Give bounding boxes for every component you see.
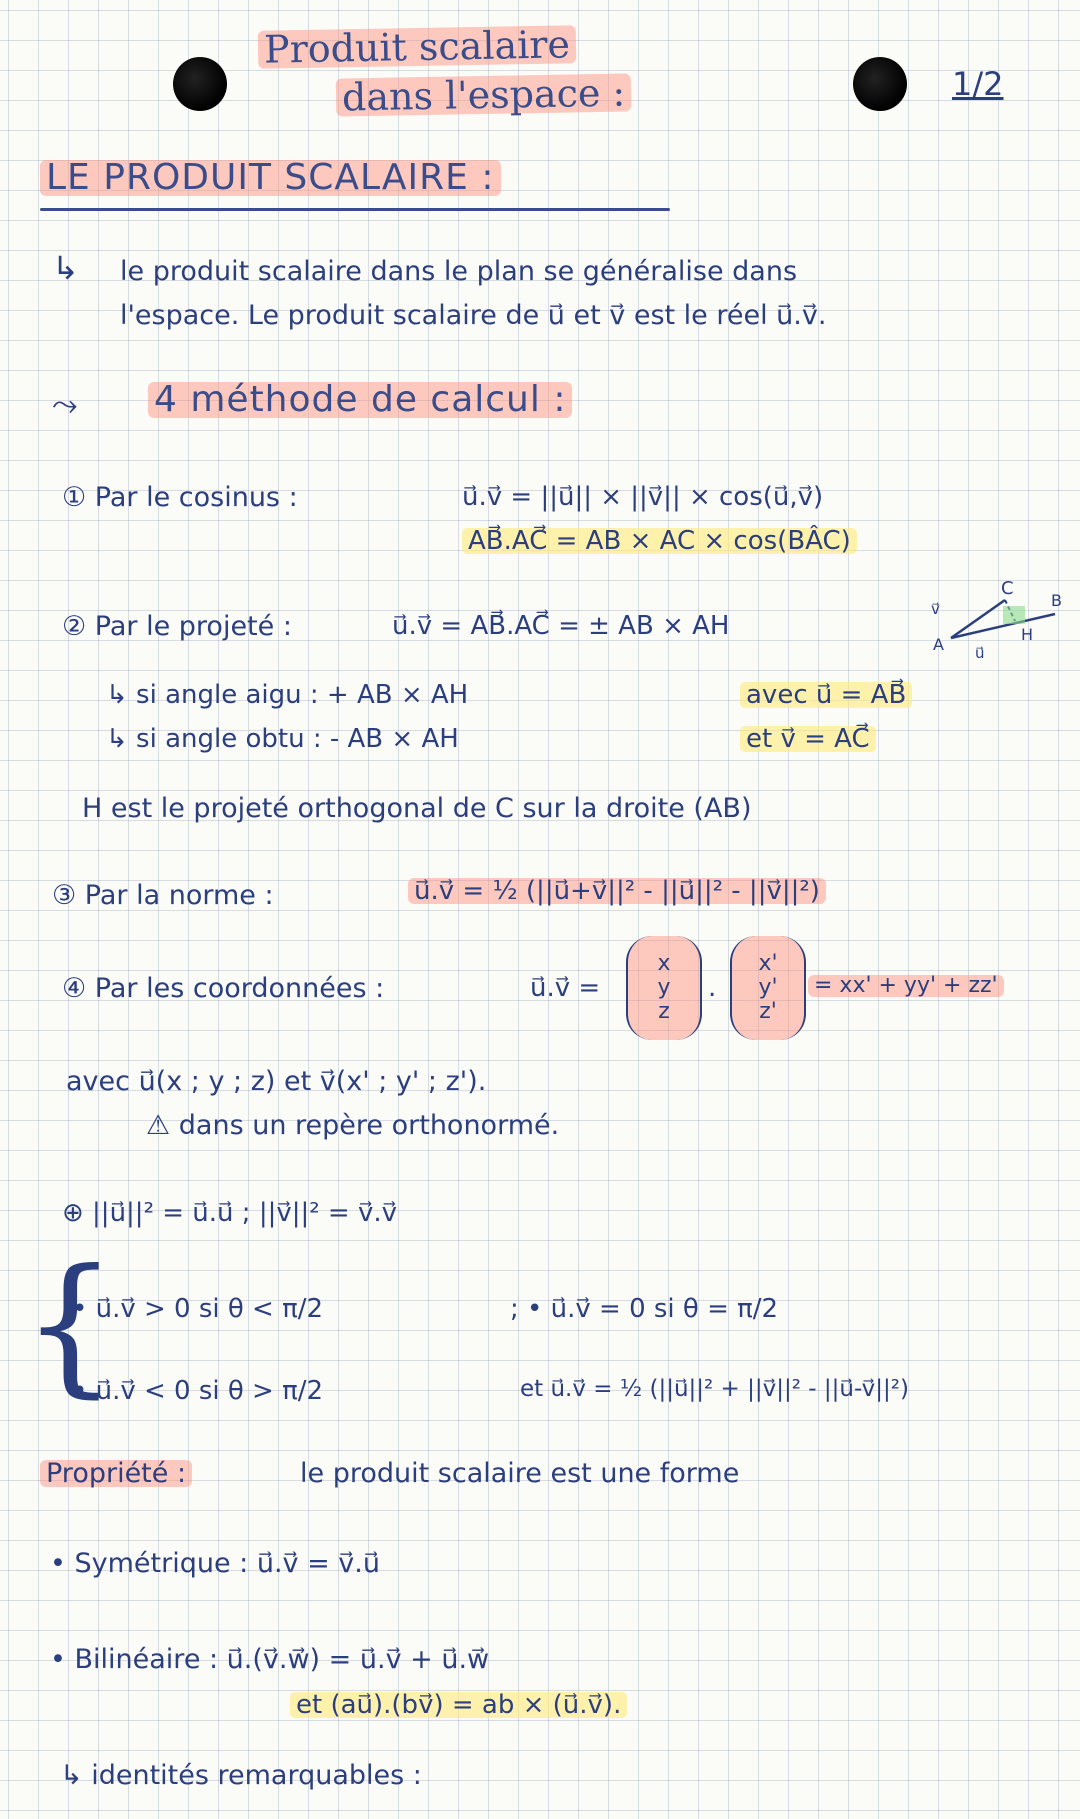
intro-arrow: ↳ <box>52 249 79 287</box>
page-number: 1/2 <box>952 65 1004 103</box>
property-text: le produit scalaire est une forme <box>300 1458 740 1489</box>
property-bilinear-1: • Bilinéaire : u⃗.(v⃗.w⃗) = u⃗.v⃗ + u⃗.w⃗ <box>50 1644 490 1675</box>
property-label: Propriété : <box>40 1460 192 1487</box>
methods-arrow: ⤳ <box>52 385 78 423</box>
method4-vector-1 <box>626 936 702 1040</box>
diagram-label-b: B <box>1051 591 1062 610</box>
plus-negative: • u⃗.v⃗ < 0 si θ > π/2 <box>72 1376 324 1406</box>
title-line-1: Produit scalaire <box>258 25 577 69</box>
method4-vector-2 <box>730 936 806 1040</box>
method2-with-v: et v⃗ = AC⃗ <box>740 726 876 752</box>
intro-line-1: le produit scalaire dans le plan se généralise dans <box>120 256 798 287</box>
plus-positive: • u⃗.v⃗ > 0 si θ < π/2 <box>72 1294 324 1324</box>
vec1-x: x <box>657 950 671 976</box>
property-identities: ↳ identités remarquables : <box>60 1760 422 1791</box>
diagram-label-v: v⃗ <box>931 600 940 618</box>
binder-hole-left <box>173 57 227 111</box>
method1-label: ① Par le cosinus : <box>62 482 298 513</box>
vec1-y: y <box>657 974 671 1000</box>
section-heading: LE PRODUIT SCALAIRE : <box>40 160 501 196</box>
section-heading-underline <box>40 208 670 211</box>
diagram-label-c: C <box>1001 580 1014 599</box>
binder-hole-right <box>853 57 907 111</box>
method4-label: ④ Par les coordonnées : <box>62 973 385 1004</box>
left-brace: { <box>22 1238 118 1412</box>
projection-diagram <box>925 580 1065 660</box>
diagram-label-h: H <box>1021 625 1034 644</box>
method3-eq: u⃗.v⃗ = ½ (||u⃗+v⃗||² - ||u⃗||² - ||v⃗||²) <box>408 878 826 904</box>
methods-heading: 4 méthode de calcul : <box>148 382 572 418</box>
method2-case-acute: ↳ si angle aigu : + AB × AH <box>106 680 469 710</box>
method4-dot: . <box>708 973 717 1003</box>
plus-norm-diff: et u⃗.v⃗ = ½ (||u⃗||² + ||v⃗||² - ||u⃗-v⃗||²) <box>520 1376 909 1402</box>
method1-eq2: AB⃗.AC⃗ = AB × AC × cos(BÂC) <box>462 528 857 554</box>
method4-with: avec u⃗(x ; y ; z) et v⃗(x' ; y' ; z'). <box>66 1066 487 1097</box>
title-line-2: dans l'espace : <box>336 73 632 116</box>
method2-note: H est le projeté orthogonal de C sur la droite (AB) <box>82 793 752 824</box>
method2-with-u: avec u⃗ = AB⃗ <box>740 682 912 708</box>
method4-eq-prefix: u⃗.v⃗ = <box>530 973 601 1003</box>
diagram-label-u: u⃗ <box>975 644 985 660</box>
diagram-label-a: A <box>933 635 944 654</box>
method2-label: ② Par le projeté : <box>62 611 292 642</box>
method3-label: ③ Par la norme : <box>52 880 274 911</box>
method2-case-obtuse: ↳ si angle obtu : - AB × AH <box>106 724 459 754</box>
method1-eq1: u⃗.v⃗ = ||u⃗|| × ||v⃗|| × cos(u⃗,v⃗) <box>462 482 824 512</box>
vec2-y: y' <box>758 974 778 1000</box>
plus-zero: ; • u⃗.v⃗ = 0 si θ = π/2 <box>510 1294 779 1324</box>
method4-warning: ⚠ dans un repère orthonormé. <box>146 1110 560 1141</box>
property-bilinear-2: et (au⃗).(bv⃗) = ab × (u⃗.v⃗). <box>290 1692 627 1718</box>
method4-eq-suffix: = xx' + yy' + zz' <box>808 975 1004 997</box>
plus-norms: ⊕ ||u⃗||² = u⃗.u⃗ ; ||v⃗||² = v⃗.v⃗ <box>62 1198 398 1228</box>
property-symmetric: • Symétrique : u⃗.v⃗ = v⃗.u⃗ <box>50 1548 380 1579</box>
vec1-z: z <box>658 999 670 1025</box>
vec2-x: x' <box>758 950 778 976</box>
method2-eq: u⃗.v⃗ = AB⃗.AC⃗ = ± AB × AH <box>392 611 730 641</box>
vec2-z: z' <box>759 999 777 1025</box>
intro-line-2: l'espace. Le produit scalaire de u⃗ et v⃗ est le réel u⃗.v⃗. <box>120 300 827 331</box>
